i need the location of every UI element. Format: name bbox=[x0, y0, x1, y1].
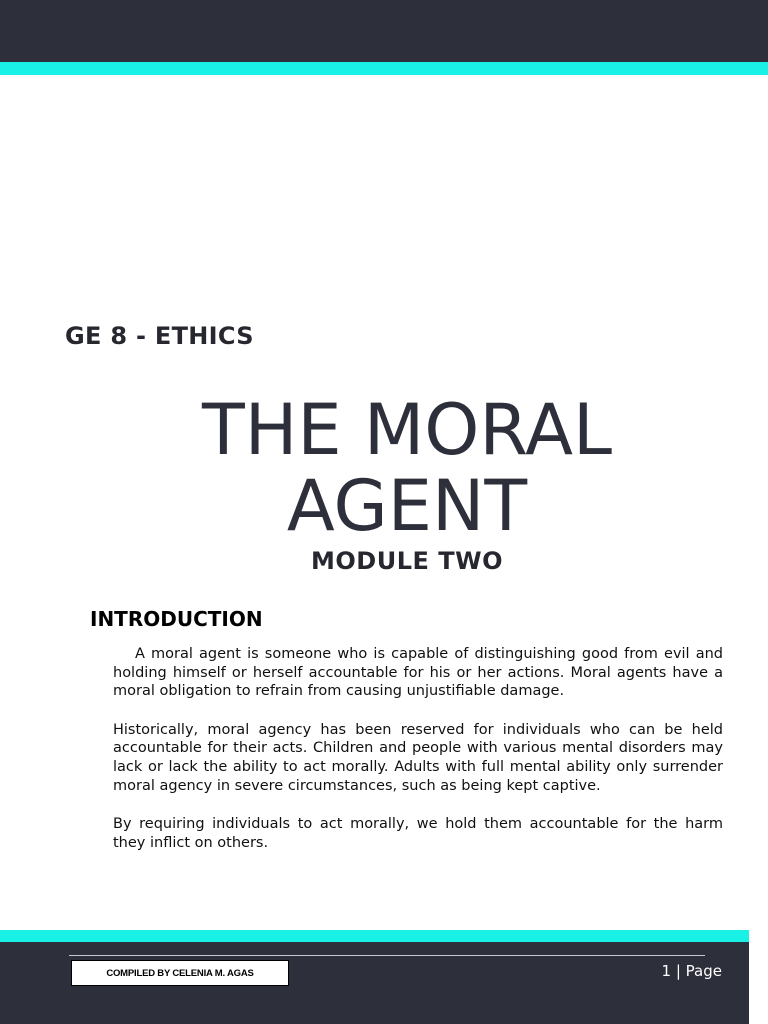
footer-divider bbox=[69, 955, 705, 956]
document-title bbox=[0, 389, 768, 547]
compiled-by-label: COMPILED BY CELENIA M. AGAS bbox=[71, 960, 289, 986]
page-number: 1 | Page bbox=[661, 962, 722, 980]
header-accent-stripe bbox=[0, 62, 768, 75]
paragraph-3: By requiring individuals to act morally, we hold them accountable for the harm they inflict on others. bbox=[113, 816, 723, 851]
paragraph-2: Historically, moral agency has been reserved for individuals who can be held accountable for their acts. Children and people with various mental disorders may lack or lack the ability to act morally. Adults with full mental ability only surrender moral agency in severe circumstances, such as being kept captive. bbox=[113, 721, 723, 794]
footer-accent-stripe bbox=[0, 930, 749, 942]
module-subtitle: MODULE TWO bbox=[311, 547, 503, 575]
title-line-1: THE MORAL bbox=[201, 389, 613, 471]
paragraph-1: A moral agent is someone who is capable of distinguishing good from evil and holding himself or herself accountable for his or her actions. Moral agents have a moral obligation to refrain from causing unjustifiable damage. bbox=[113, 646, 723, 700]
section-heading: INTRODUCTION bbox=[90, 607, 263, 631]
title-line-2: AGENT bbox=[286, 465, 528, 547]
course-code: GE 8 - ETHICS bbox=[65, 322, 254, 350]
header-band bbox=[0, 0, 768, 62]
body-text bbox=[113, 645, 723, 872]
